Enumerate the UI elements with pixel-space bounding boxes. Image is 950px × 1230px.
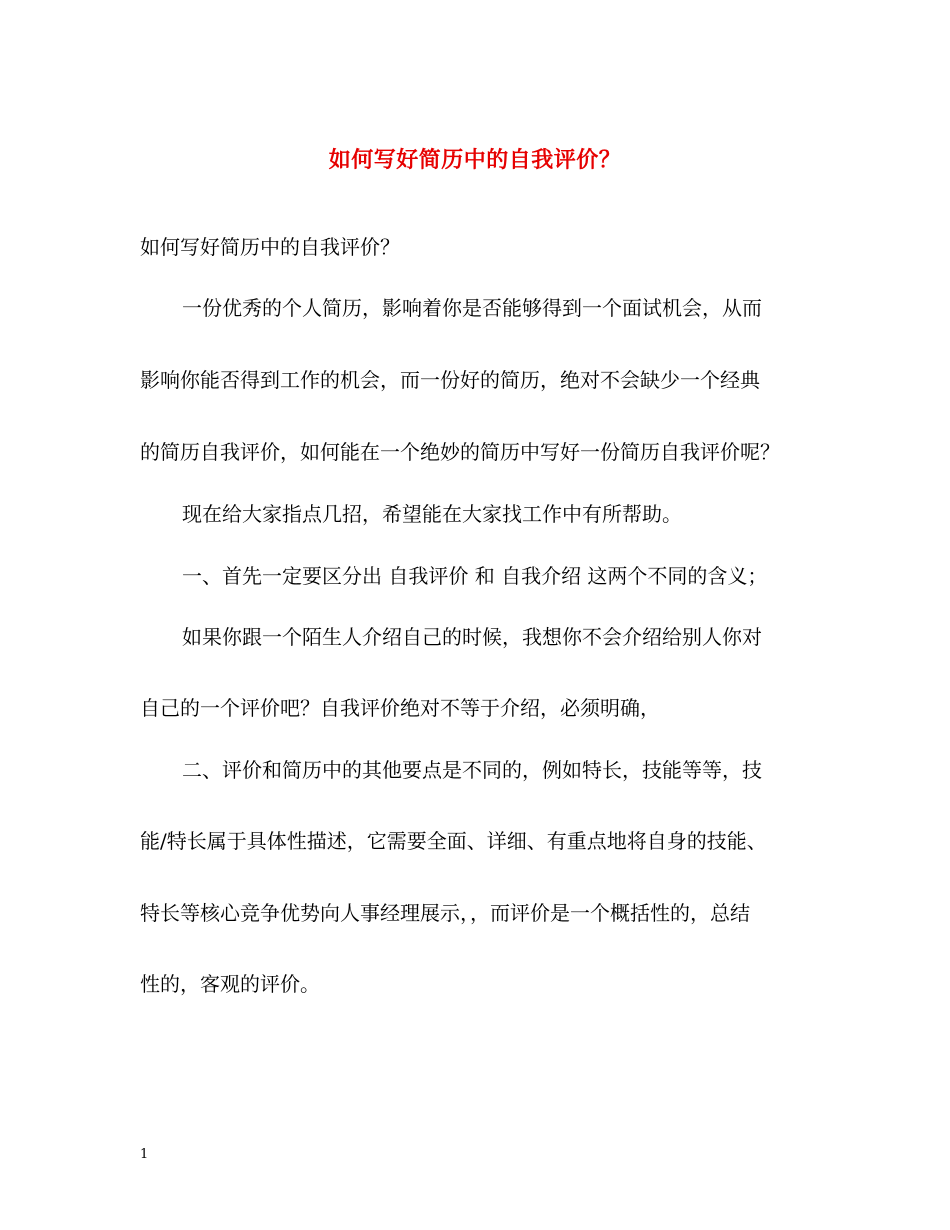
paragraph-5-line-2: 能/特长属于具体性描述，它需要全面、详细、有重点地将自身的技能、	[140, 829, 767, 853]
paragraph-5-line-4: 性的，客观的评价。	[140, 972, 320, 996]
paragraph-1-line-1: 一份优秀的个人简历，影响着你是否能够得到一个面试机会，从而	[182, 296, 762, 320]
paragraph-3-line-1: 一、首先一定要区分出 自我评价 和 自我介绍 这两个不同的含义；	[182, 564, 768, 588]
paragraph-4-line-2: 自己的一个评价吧？自我评价绝对不等于介绍，必须明确，	[140, 696, 660, 720]
body-heading-line: 如何写好简历中的自我评价？	[140, 235, 400, 259]
document-title: 如何写好简历中的自我评价？	[328, 147, 622, 173]
paragraph-5-line-1: 二、评价和简历中的其他要点是不同的，例如特长，技能等等，技	[182, 758, 762, 782]
paragraph-1-line-3: 的简历自我评价，如何能在一个绝妙的简历中写好一份简历自我评价呢？	[140, 440, 780, 464]
page-number: 1	[140, 1147, 149, 1162]
paragraph-2-line-1: 现在给大家指点几招，希望能在大家找工作中有所帮助。	[182, 502, 682, 526]
paragraph-1-line-2: 影响你能否得到工作的机会，而一份好的简历，绝对不会缺少一个经典	[140, 368, 760, 392]
paragraph-4-line-1: 如果你跟一个陌生人介绍自己的时候，我想你不会介绍给别人你对	[182, 625, 762, 649]
paragraph-5-line-3: 特长等核心竞争优势向人事经理展示，，而评价是一个概括性的，总结	[140, 901, 750, 925]
